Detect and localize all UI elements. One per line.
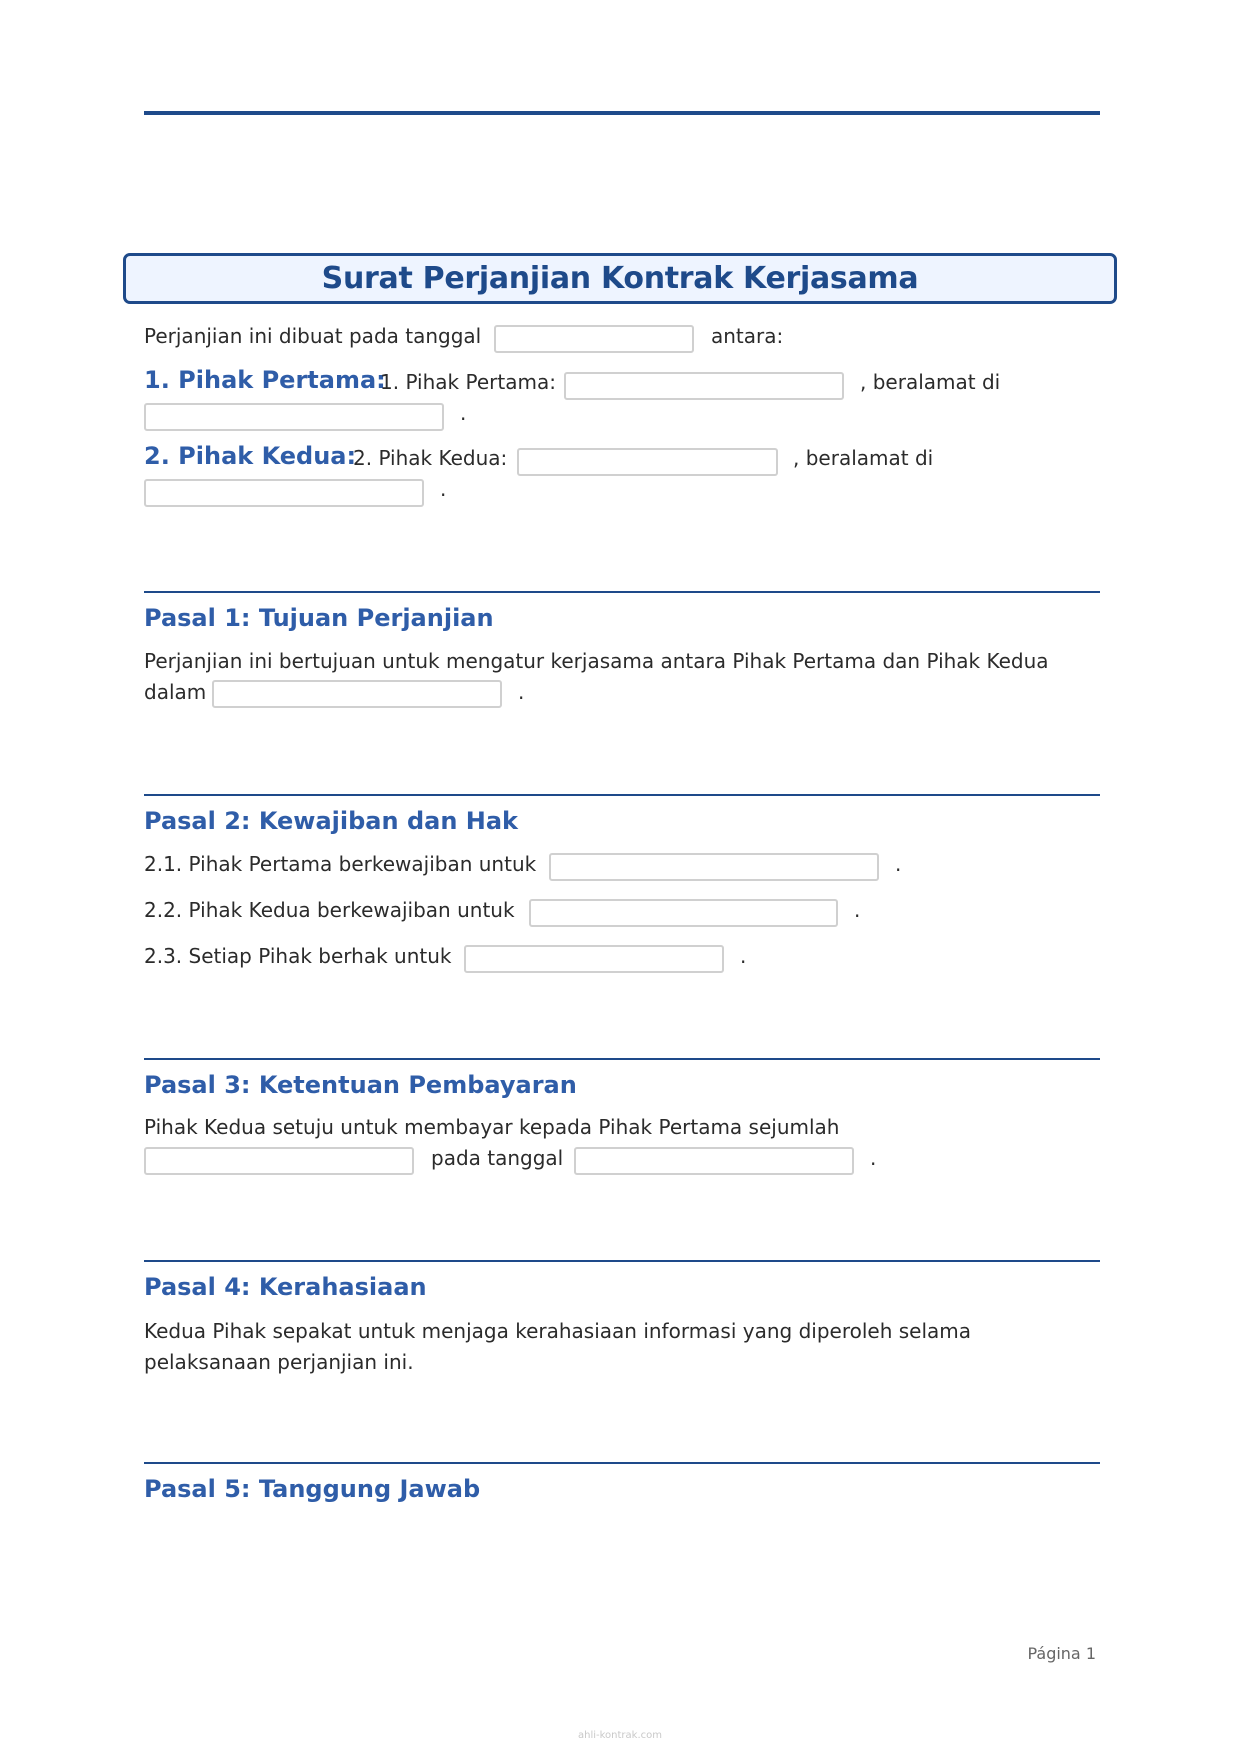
- title-box: [123, 253, 1117, 304]
- payment-amount-field[interactable]: [144, 1147, 414, 1175]
- pasal1-end: .: [518, 680, 525, 704]
- pasal2-item-1: 2.1. Pihak Pertama berkewajiban untuk: [144, 852, 537, 876]
- section-divider: [144, 1058, 1100, 1060]
- intro-text: Perjanjian ini dibuat pada tanggal: [144, 324, 482, 348]
- section-divider: [144, 1462, 1100, 1464]
- pasal4-heading: Pasal 4: Kerahasiaan: [144, 1273, 427, 1301]
- party2-address-field[interactable]: [144, 479, 424, 507]
- party1-end: .: [460, 401, 467, 425]
- pasal1-scope-field[interactable]: [212, 680, 502, 708]
- party1-address-field[interactable]: [144, 403, 444, 431]
- section-divider: [144, 591, 1100, 593]
- party2-label: 2. Pihak Kedua:: [353, 446, 508, 470]
- header-rule: [144, 111, 1100, 115]
- party2-end: .: [440, 477, 447, 501]
- agreement-date-field[interactable]: [494, 325, 694, 353]
- pasal2-item-2-end: .: [854, 898, 861, 922]
- pasal2-item-1-end: .: [895, 852, 902, 876]
- pasal4-text: Kedua Pihak sepakat untuk menjaga kerahasiaan informasi yang diperoleh selama pelaksanaan perjanjian ini.: [144, 1319, 972, 1374]
- party2-name-field[interactable]: [517, 448, 778, 476]
- page-number: Página 1: [1027, 1644, 1096, 1663]
- party2-heading: 2. Pihak Kedua:: [144, 442, 357, 470]
- party1-heading: 1. Pihak Pertama:: [144, 366, 386, 394]
- pasal2-item-3: 2.3. Setiap Pihak berhak untuk: [144, 944, 452, 968]
- second-party-obligation-field[interactable]: [529, 899, 838, 927]
- party2-address-label: , beralamat di: [793, 446, 934, 470]
- pasal1-line1: Perjanjian ini bertujuan untuk mengatur kerjasama antara Pihak Pertama dan Pihak Kedua: [144, 649, 1049, 673]
- pasal2-item-3-end: .: [740, 944, 747, 968]
- section-divider: [144, 794, 1100, 796]
- pasal3-mid: pada tanggal: [431, 1146, 564, 1170]
- first-party-obligation-field[interactable]: [549, 853, 879, 881]
- party1-label: 1. Pihak Pertama:: [380, 370, 556, 394]
- pasal5-heading: Pasal 5: Tanggung Jawab: [144, 1475, 481, 1503]
- party1-address-label: , beralamat di: [860, 370, 1001, 394]
- pasal3-line1: Pihak Kedua setuju untuk membayar kepada Pihak Pertama sejumlah: [144, 1115, 840, 1139]
- pasal3-heading: Pasal 3: Ketentuan Pembayaran: [144, 1071, 577, 1099]
- pasal2-item-2: 2.2. Pihak Kedua berkewajiban untuk: [144, 898, 515, 922]
- document-title: Surat Perjanjian Kontrak Kerjasama: [321, 261, 919, 296]
- party-rights-field[interactable]: [464, 945, 724, 973]
- pasal3-end: .: [870, 1146, 877, 1170]
- watermark: ahli-kontrak.com: [577, 1730, 662, 1741]
- party1-name-field[interactable]: [564, 372, 844, 400]
- section-divider: [144, 1260, 1100, 1262]
- intro-after-text: antara:: [711, 324, 784, 348]
- payment-date-field[interactable]: [574, 1147, 854, 1175]
- pasal2-heading: Pasal 2: Kewajiban dan Hak: [144, 807, 519, 835]
- pasal1-heading: Pasal 1: Tujuan Perjanjian: [144, 604, 494, 632]
- pasal1-line2: dalam: [144, 680, 207, 704]
